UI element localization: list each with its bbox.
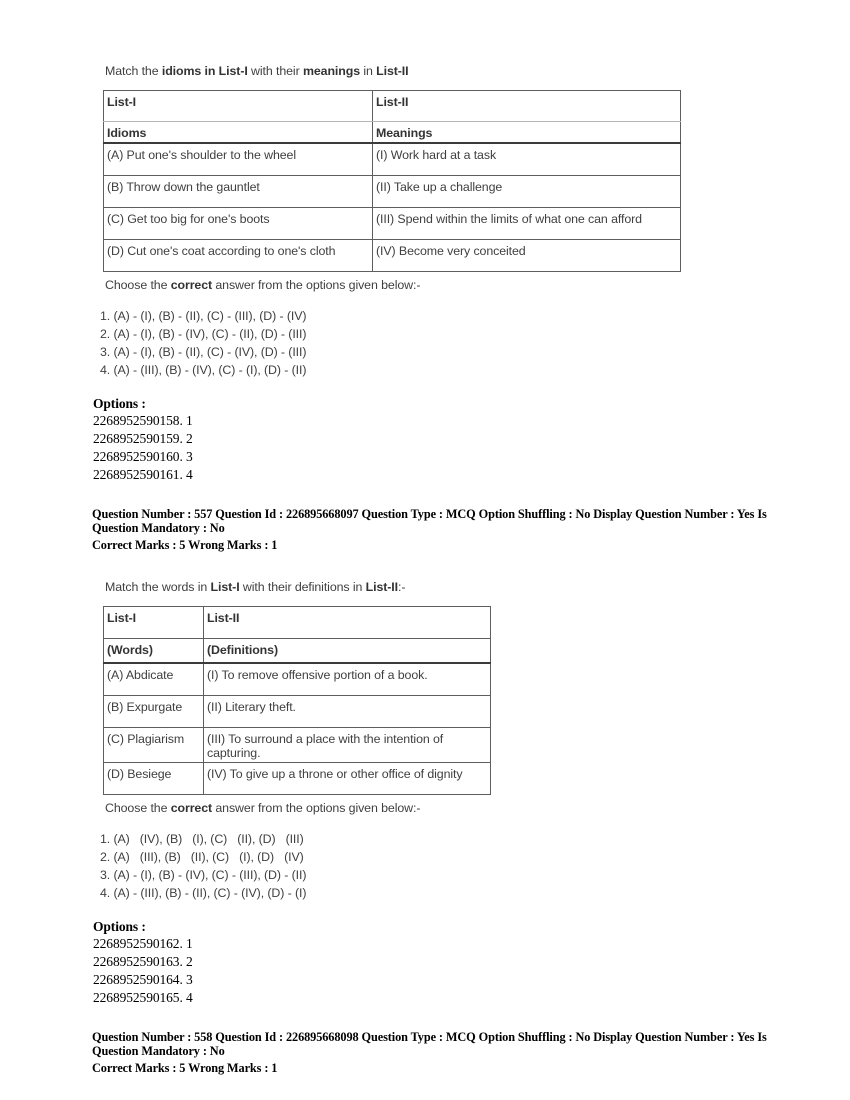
list2-header-cell: List-II xyxy=(204,607,491,639)
match-left-cell: (C) Get too big for one's boots xyxy=(104,208,373,240)
choose-text: Choose the xyxy=(105,278,171,292)
match-left-cell: (A) Abdicate xyxy=(104,663,204,696)
prompt-text: with their definitions in xyxy=(239,580,366,594)
question-557-block xyxy=(92,64,850,552)
choose-bold: correct xyxy=(170,801,213,815)
match-left-cell: (D) Besiege xyxy=(104,763,204,795)
choose-instruction xyxy=(105,278,850,293)
table-row xyxy=(104,696,491,728)
table-row xyxy=(104,143,681,176)
table-header-row xyxy=(104,607,491,639)
table-row xyxy=(104,763,491,795)
match-right-cell: (II) Literary theft. xyxy=(204,696,491,728)
prompt-text: in xyxy=(360,64,377,78)
choose-text: Choose the xyxy=(105,801,171,815)
match-right-cell: (I) Work hard at a task xyxy=(373,143,681,176)
option-id-3: 2268952590160. 3 xyxy=(93,449,193,464)
option-id-3: 2268952590164. 3 xyxy=(93,972,193,987)
metadata-line-1: Question Number : 557 Question Id : 226895668097 Question Type : MCQ Option Shuffling : No Display Question Number : Yes Is xyxy=(92,507,767,521)
answer-option-2: 2. (A) - (I), (B) - (IV), (C) - (II), (D) - (III) xyxy=(100,327,307,341)
option-id-1: 2268952590158. 1 xyxy=(93,413,193,428)
choose-instruction xyxy=(105,801,850,816)
options-label: Options : xyxy=(93,919,146,934)
prompt-text: Match the xyxy=(105,64,162,78)
list1-header-cell: List-I xyxy=(104,607,204,639)
options-label: Options : xyxy=(93,396,146,411)
prompt-text: Match the words in xyxy=(105,580,211,594)
idioms-match-table xyxy=(103,90,681,272)
option-id-4: 2268952590161. 4 xyxy=(93,467,193,482)
prompt-bold: meanings xyxy=(302,64,361,78)
option-id-4: 2268952590165. 4 xyxy=(93,990,193,1005)
prompt-bold: List-II xyxy=(376,64,409,78)
match-right-cell: (IV) Become very conceited xyxy=(373,240,681,272)
choose-text: answer from the options given below:- xyxy=(212,801,421,815)
answer-option-3: 3. (A) - (I), (B) - (II), (C) - (IV), (D) - (III) xyxy=(100,345,307,359)
meanings-subheader-cell: Meanings xyxy=(373,122,681,144)
match-right-cell: (III) Spend within the limits of what one can afford xyxy=(373,208,681,240)
answer-option-2: 2. (A) (III), (B) (II), (C) (I), (D) (IV) xyxy=(100,850,304,864)
table-row xyxy=(104,208,681,240)
choose-text: answer from the options given below:- xyxy=(212,278,421,292)
table-row xyxy=(104,663,491,696)
table-row xyxy=(104,176,681,208)
answer-option-1: 1. (A) - (I), (B) - (II), (C) - (III), (D) - (IV) xyxy=(100,309,307,323)
options-id-block xyxy=(93,395,850,484)
metadata-line-2: Question Mandatory : No xyxy=(92,1044,225,1058)
list1-header-cell: List-I xyxy=(104,91,373,122)
match-left-cell: (C) Plagiarism xyxy=(104,728,204,763)
choose-bold: correct xyxy=(170,278,213,292)
match-left-cell: (D) Cut one's coat according to one's cloth xyxy=(104,240,373,272)
match-left-cell: (B) Throw down the gauntlet xyxy=(104,176,373,208)
metadata-line-1: Question Number : 558 Question Id : 226895668098 Question Type : MCQ Option Shuffling : No Display Question Number : Yes Is xyxy=(92,1030,767,1044)
answer-option-3: 3. (A) - (I), (B) - (IV), (C) - (III), (D) - (II) xyxy=(100,868,307,882)
question-prompt xyxy=(105,580,850,595)
words-subheader-cell: (Words) xyxy=(104,639,204,664)
answer-option-4: 4. (A) - (III), (B) - (II), (C) - (IV), (D) - (I) xyxy=(100,886,307,900)
table-subheader-row xyxy=(104,639,491,664)
table-row xyxy=(104,728,491,763)
prompt-bold: List-I xyxy=(210,580,240,594)
options-id-block xyxy=(93,918,850,1007)
match-left-cell: (A) Put one's shoulder to the wheel xyxy=(104,143,373,176)
table-row xyxy=(104,240,681,272)
prompt-bold: idioms in List-I xyxy=(161,64,248,78)
prompt-text: with their xyxy=(247,64,303,78)
metadata-line-2: Question Mandatory : No xyxy=(92,521,225,535)
answer-option-1: 1. (A) (IV), (B) (I), (C) (II), (D) (III) xyxy=(100,832,304,846)
prompt-text: :- xyxy=(397,580,406,594)
table-subheader-row xyxy=(104,122,681,144)
question-prompt xyxy=(105,64,850,79)
match-right-cell: (III) To surround a place with the intention of capturing. xyxy=(204,728,491,763)
match-left-cell: (B) Expurgate xyxy=(104,696,204,728)
idioms-subheader-cell: Idioms xyxy=(104,122,373,144)
answer-option-list xyxy=(100,307,850,379)
table-header-row xyxy=(104,91,681,122)
words-match-table xyxy=(103,606,491,795)
match-right-cell: (I) To remove offensive portion of a book. xyxy=(204,663,491,696)
option-id-2: 2268952590163. 2 xyxy=(93,954,193,969)
marks-line: Correct Marks : 5 Wrong Marks : 1 xyxy=(92,538,278,552)
option-id-1: 2268952590162. 1 xyxy=(93,936,193,951)
match-right-cell: (II) Take up a challenge xyxy=(373,176,681,208)
marks-line: Correct Marks : 5 Wrong Marks : 1 xyxy=(92,1061,278,1075)
match-right-cell: (IV) To give up a throne or other office of dignity xyxy=(204,763,491,795)
question-metadata xyxy=(92,1030,850,1075)
question-558-block xyxy=(92,580,850,1075)
answer-option-list xyxy=(100,830,850,902)
prompt-bold: List-II xyxy=(365,580,398,594)
option-id-2: 2268952590159. 2 xyxy=(93,431,193,446)
answer-option-4: 4. (A) - (III), (B) - (IV), (C) - (I), (D) - (II) xyxy=(100,363,307,377)
question-metadata xyxy=(92,507,850,552)
list2-header-cell: List-II xyxy=(373,91,681,122)
definitions-subheader-cell: (Definitions) xyxy=(204,639,491,664)
